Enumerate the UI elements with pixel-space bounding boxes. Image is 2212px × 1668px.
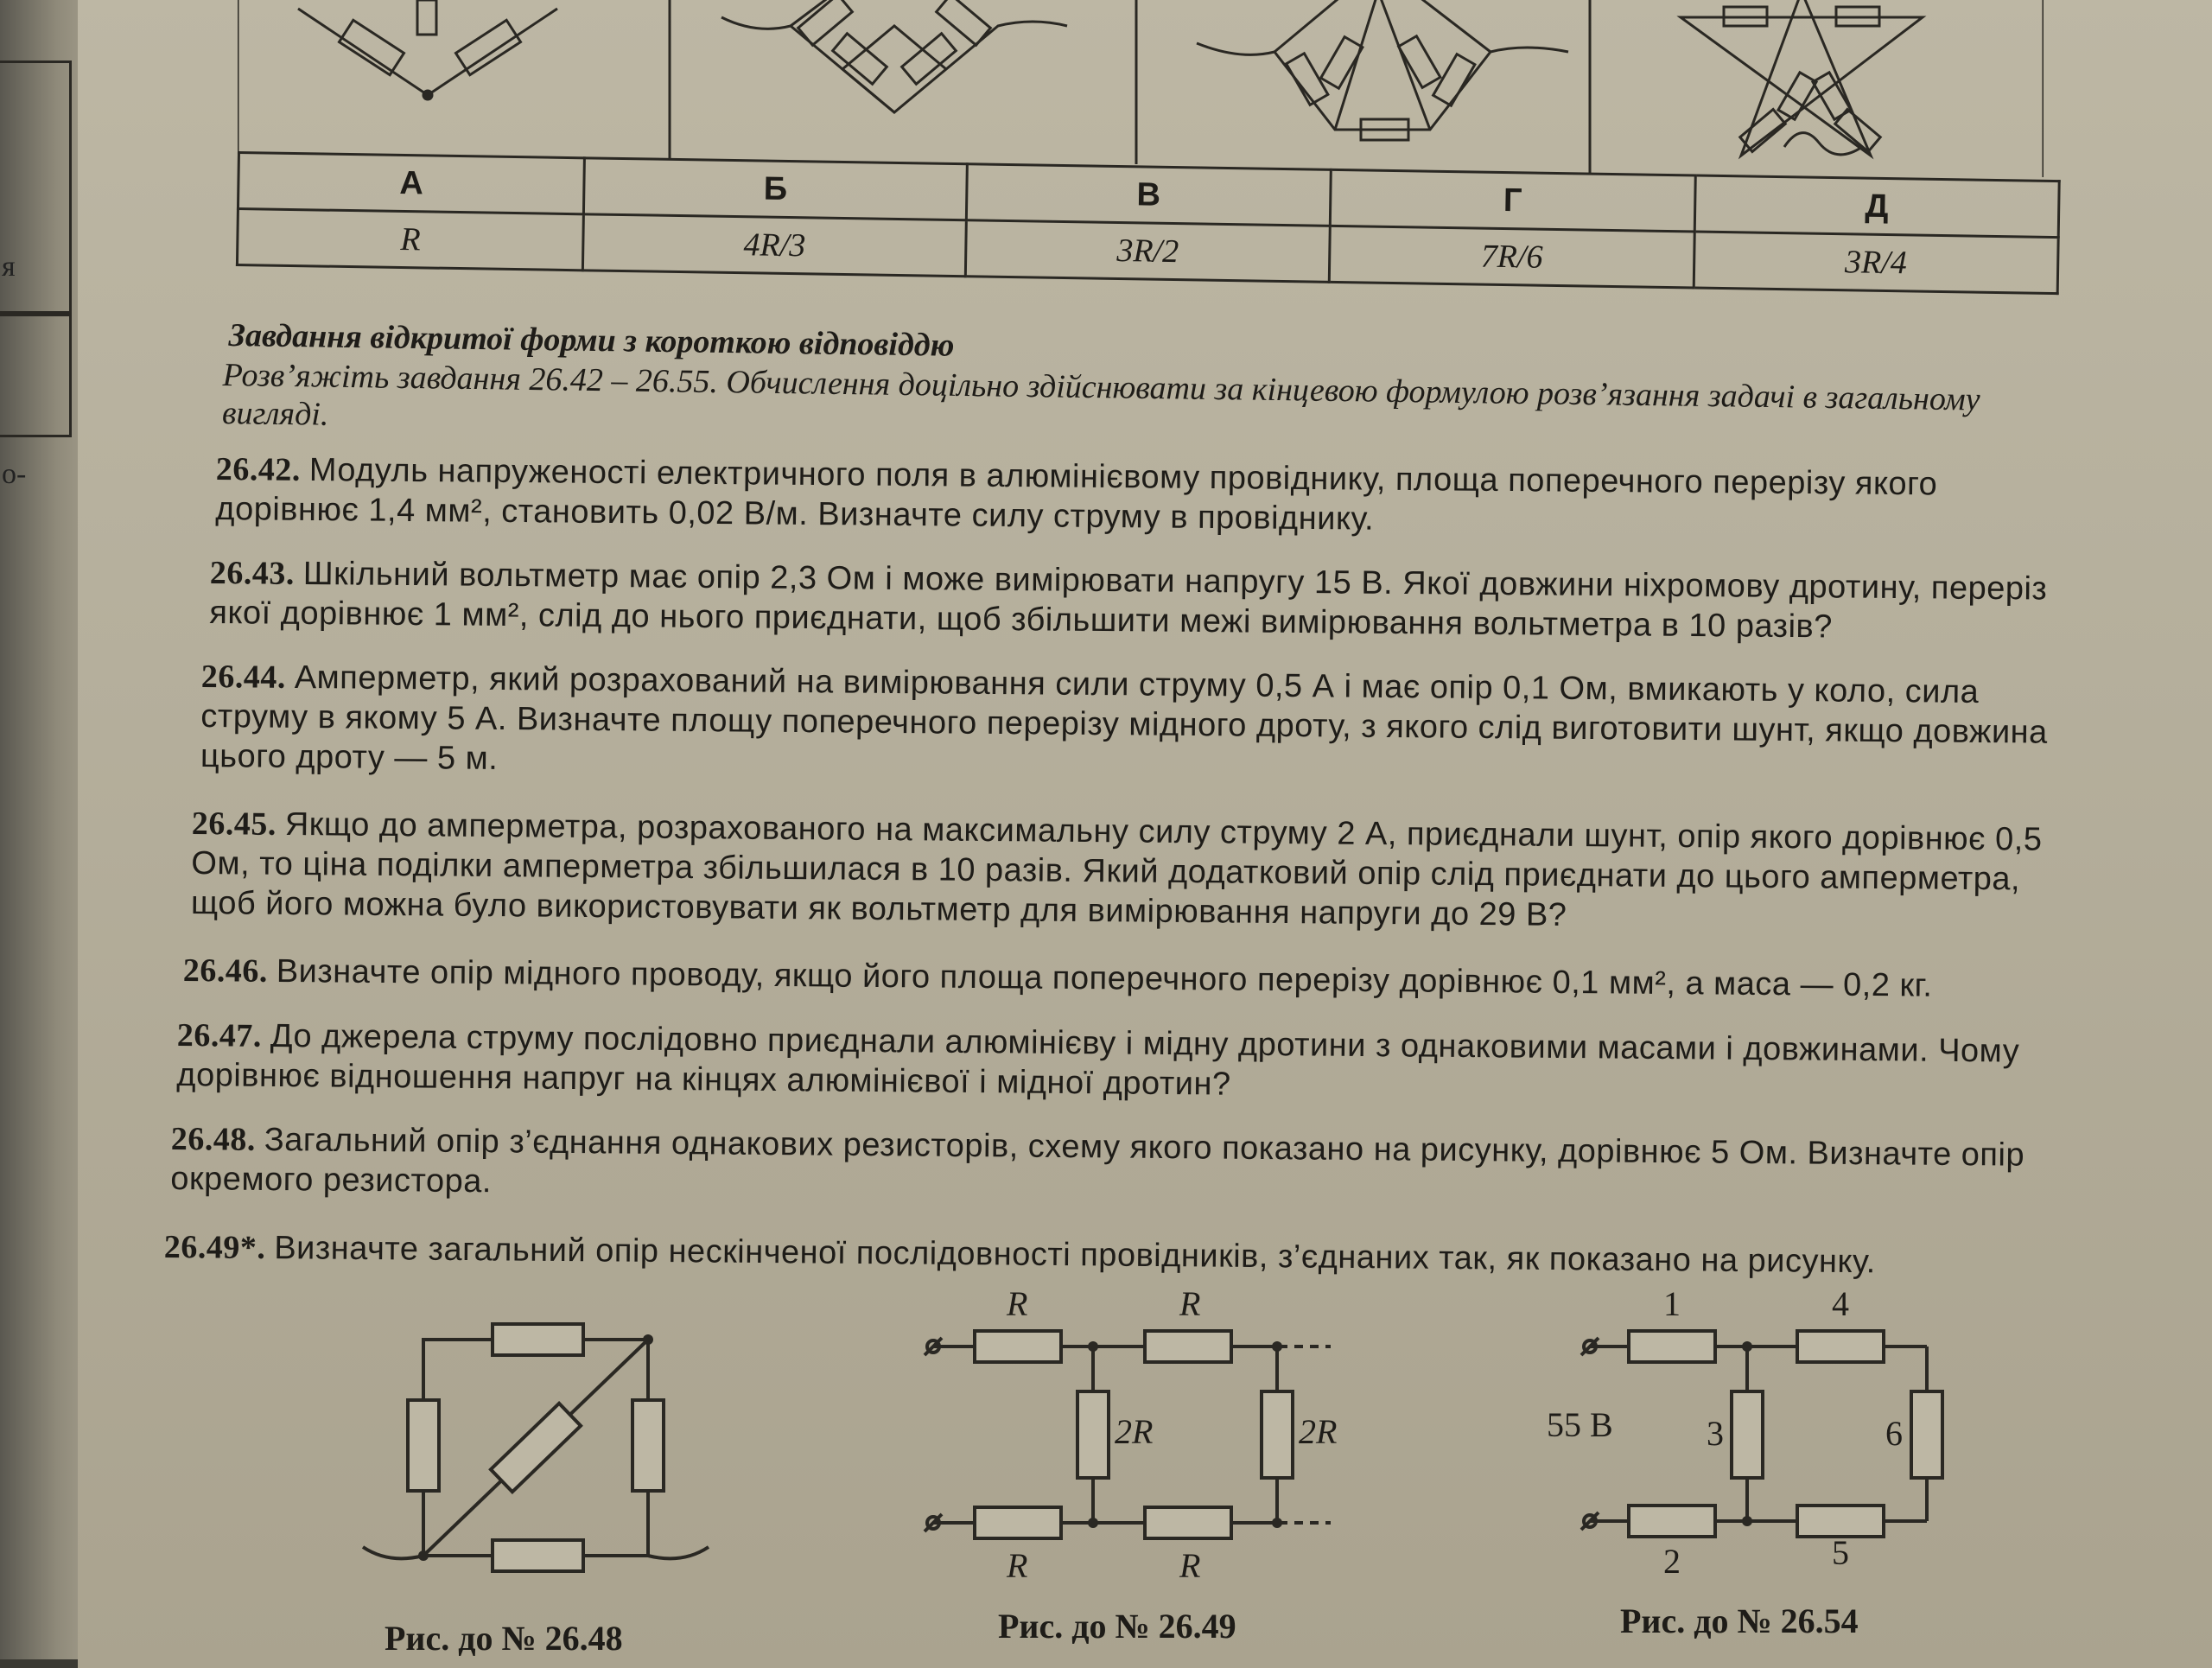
answer-option-header: Б [584,158,967,220]
section-intro: Розв’яжіть завдання 26.42 – 26.55. Обчислення доцільно здійснювати за кінцевою формулою розв’язання задачі в загальному вигляді. [221,356,1980,433]
problem-item [209,553,2078,649]
top-circuit-diagrams-svg [238,0,2044,181]
problem-number: 26.42. [215,450,301,488]
resistor-1 [1629,1331,1715,1362]
problem-number: 26.45. [191,805,276,843]
facing-page-fragment: о- [2,458,27,490]
resistor-shunt-2 [1262,1391,1293,1478]
answer-option-header: Д [1694,175,2059,238]
label-resistor-number: 2 [1663,1542,1681,1581]
problem-number: 26.44. [200,658,286,696]
problem-item [200,657,2078,793]
resistor-shunt-1 [1077,1391,1109,1478]
resistor-left [408,1400,439,1491]
problem-number: 26.48. [170,1120,256,1158]
circuit-diagram-26-49 [916,1279,1348,1599]
figure-26-48 [354,1305,717,1599]
figure-caption: Рис. до № 26.48 [385,1619,623,1658]
section-title: Завдання відкритої форми з короткою відповіддю [228,316,955,364]
resistor-2 [1629,1506,1715,1537]
problem-text: Модуль напруженості електричного поля в алюмінієвому провіднику, площа поперечного перерізу якого дорівнює 1,4 мм², становить 0,02 В/м. Визначте силу струму в провіднику. [215,451,1938,538]
circuit-diagram-26-48 [354,1305,717,1599]
label-resistor-number: 4 [1832,1284,1849,1323]
resistor-right [632,1400,664,1491]
answer-option-value: 3R/2 [965,220,1330,283]
answer-option-value: 3R/4 [1694,232,2058,294]
problem-item [176,1015,2078,1111]
problem-text: Якщо до амперметра, розрахованого на максимальну силу струму 2 А, приєднали шунт, опір якого дорівнює 0,5 Ом, то ціна поділки амперметра збільшилася в 10 разів. Який додатковий опір слід приєднати до цього амперметра, щоб його можна було використовувати як вольтметр для вимірювання напруги до 29 В? [190,805,2043,933]
answer-option-value: 4R/3 [583,214,966,277]
label-r: R [1007,1284,1028,1323]
problem-text: Визначте опір мідного проводу, якщо його площа поперечного перерізу дорівнює 0,1 мм², а маса — 0,2 кг. [276,952,1933,1004]
answer-option-header: В [966,164,1331,226]
figure-26-49 [916,1279,1348,1599]
problem-text: Загальний опір з’єднання однакових резисторів, схему якого показано на рисунку, дорівнює 5 Ом. Визначте опір окремого резистора. [170,1121,2025,1200]
problem-item [170,1119,2078,1215]
problem-text: Шкільний вольтметр має опір 2,3 Ом і може вимірювати напругу 15 В. Якої довжини ніхромову дротину, переріз якої дорівнює 1 мм², слід до нього приєднати, щоб збільшити межі вимірювання вольтметра в 10 разів? [209,555,2048,646]
problem-number: 26.46. [182,952,268,990]
answer-option-value: R [237,209,583,271]
figure-26-54 [1547,1279,1996,1599]
problem-item [215,449,2078,545]
label-2r: 2R [1299,1412,1338,1451]
resistor-bottom-2 [1145,1507,1231,1538]
label-r: R [1179,1546,1201,1585]
label-2r: 2R [1115,1412,1154,1451]
answer-option-header: А [238,153,584,214]
resistor-top-2 [1145,1331,1231,1362]
answer-option-value: 7R/6 [1329,226,1694,288]
top-circuit-diagrams [238,0,2044,181]
label-resistor-number: 5 [1832,1533,1849,1572]
resistor-6 [1911,1391,1942,1478]
resistor-4 [1797,1331,1884,1362]
problem-text: Амперметр, який розрахований на вимірювання сили струму 0,5 А і має опір 0,1 Ом, вмикають у коло, сила струму в якому 5 А. Визначте площу поперечного перерізу мідного дроту, з якого слід виготовити шунт, якщо довжина цього дроту — 5 м. [200,659,2048,777]
problem-number: 26.49*. [163,1228,266,1267]
resistor-top [493,1324,583,1355]
label-resistor-number: 6 [1885,1414,1903,1453]
facing-page-fragment: я [2,251,16,283]
resistor-diagonal [491,1404,581,1492]
problem-text: До джерела струму послідовно приєднали алюмінієву і мідну дротини з однаковими масами і довжинами. Чому дорівнює відношення напруг на кінцях алюмінієвої і мідної дротин? [176,1017,2020,1103]
facing-page-box [0,311,72,437]
label-resistor-number: 1 [1663,1284,1681,1323]
problem-item [191,804,2078,939]
problem-number: 26.43. [209,554,295,592]
problem-text: Визначте загальний опір нескінченої послідовності провідників, з’єднаних так, як показано на рисунку. [274,1230,1876,1281]
label-r: R [1179,1284,1201,1323]
figure-caption: Рис. до № 26.49 [998,1607,1236,1646]
problem-number: 26.47. [176,1016,262,1054]
label-voltage: 55 В [1547,1405,1613,1444]
answer-option-header: Г [1330,169,1694,232]
resistor-bottom [493,1540,583,1571]
label-resistor-number: 3 [1707,1414,1724,1453]
label-r: R [1007,1546,1028,1585]
figure-caption: Рис. до № 26.54 [1620,1601,1859,1640]
circuit-diagram-26-54 [1547,1279,1996,1599]
resistor-3 [1732,1391,1763,1478]
resistor-5 [1797,1506,1884,1537]
resistor-top-1 [975,1331,1061,1362]
resistor-bottom-1 [975,1507,1061,1538]
